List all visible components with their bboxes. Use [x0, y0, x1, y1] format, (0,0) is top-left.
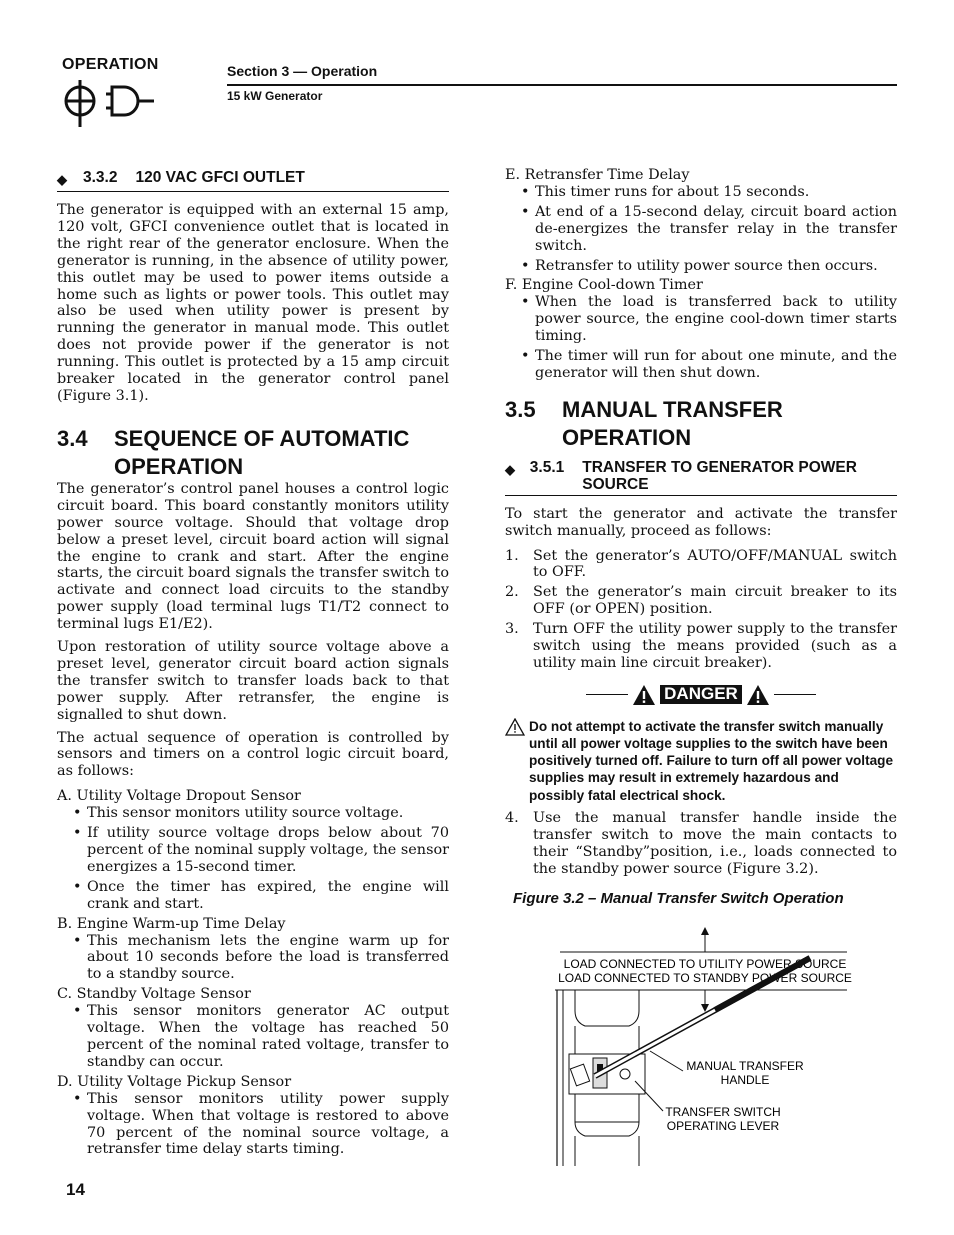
list-item	[505, 548, 897, 582]
manual-transfer-switch-diagram	[555, 926, 855, 1171]
danger-text: Do not attempt to activate the transfer switch manually until all power voltage supplies to the switch have been positively turned off. Failure to turn off all power voltage supplies may result in extremely hazardous and possibly fatal electrical shock.	[529, 718, 894, 803]
list-item: • Retransfer to utility power source then occurs.	[505, 258, 897, 275]
heading-title: SEQUENCE OF AUTOMATIC OPERATION	[114, 425, 410, 479]
bullet-list	[505, 184, 897, 275]
header-section: Section 3 — Operation	[227, 63, 378, 79]
subheading-title: 120 VAC GFCI OUTLET	[135, 169, 305, 186]
bullet-list	[57, 1091, 449, 1159]
handle-label-2: HANDLE	[720, 1073, 770, 1087]
step-text: Set the generator’s main circuit breaker to its OFF (or OPEN) position.	[533, 584, 897, 618]
list-item: • If utility source voltage drops below about 70 percent of the nominal supply voltage, the sensor energizes a 15-second timer.	[57, 825, 449, 876]
list-item: • When the load is transferred back to utility power source, the engine cool-down timer starts timing.	[505, 294, 897, 345]
diamond-icon: ◆	[505, 461, 515, 477]
figure-caption: Figure 3.2 – Manual Transfer Switch Operation	[513, 890, 844, 908]
step-number: 2.	[505, 584, 519, 601]
heading-3-5	[505, 396, 897, 452]
handle-label-1: MANUAL TRANSFER	[686, 1059, 804, 1073]
list-item: • At end of a 15-second delay, circuit board action de-energizes the transfer relay in the transfer switch.	[505, 204, 897, 255]
sequence-para-1: The generator’s control panel houses a control logic circuit board. This board constantly monitors utility power source voltage. Should that voltage drop below a preset level, circuit board action will signal the engine to crank and start. After the engine starts, the circuit board signals the transfer switch to activate and connect load circuits to the standby power supply (load terminal lugs T1/T2 connect to terminal lugs E1/E2).	[57, 480, 449, 633]
subheading-number: 3.3.2	[83, 169, 118, 186]
gfci-paragraph: The generator is equipped with an external 15 amp, 120 volt, GFCI convenience outlet that is located in the right rear of the generator enclosure. When the generator is running, in the absence of utility power, this outlet may be used to power items outside a home such as lights or power tools. This outlet may also be used when utility power is present by running the generator in manual mode. This outlet does not provide power if the generator is not running. This outlet is protected by a 15 amp circuit breaker located in the generator control panel (Figure 3.1).	[57, 202, 449, 404]
manual-intro: To start the generator and activate the transfer switch manually, proceed as follows:	[505, 505, 897, 539]
steps-list	[505, 810, 897, 878]
step-number: 1.	[505, 547, 519, 564]
list-item: • The timer will run for about one minute, and the generator will then shut down.	[505, 348, 897, 382]
page-number: 14	[66, 1180, 85, 1199]
label-utility: LOAD CONNECTED TO UTILITY POWER SOURCE	[563, 957, 847, 971]
divider	[586, 694, 628, 695]
list-item: • This sensor monitors utility source voltage.	[57, 805, 449, 822]
operation-logo-text: OPERATION	[62, 56, 159, 73]
danger-banner	[505, 682, 897, 708]
bullet-list	[57, 933, 449, 984]
list-item: • This sensor monitors generator AC output voltage. When the voltage has reached 50 percent of the nominal rated voltage, transfer to standby can occur.	[57, 1003, 449, 1071]
list-item: • Once the timer has expired, the engine will crank and start.	[57, 879, 449, 913]
list-item: • This timer runs for about 15 seconds.	[505, 184, 897, 201]
item-label: F. Engine Cool-down Timer	[505, 277, 703, 294]
sequence-para-2: Upon restoration of utility source voltage above a preset level, generator circuit board action signals the transfer switch to transfer loads back to that power supply. After retransfer, the engine is signalled to shut down.	[57, 639, 449, 723]
header-product: 15 kW Generator	[227, 89, 323, 103]
heading-number: 3.4	[57, 425, 88, 451]
header-rule	[227, 84, 897, 86]
list-item: • This sensor monitors utility power supply voltage. When that voltage is restored to above 70 percent of the nominal source voltage, a retransfer time delay starts timing.	[57, 1091, 449, 1159]
item-label: C. Standby Voltage Sensor	[57, 986, 251, 1003]
subheading-title: TRANSFER TO GENERATOR POWER SOURCE	[582, 458, 857, 493]
item-label: E. Retransfer Time Delay	[505, 167, 690, 183]
divider	[774, 694, 816, 695]
warning-icon	[632, 684, 656, 706]
danger-warning	[505, 718, 897, 804]
plug-outlet-icon	[62, 56, 162, 134]
item-label: A. Utility Voltage Dropout Sensor	[57, 788, 301, 805]
step-text: Turn OFF the utility power supply to the transfer switch using the means provided (such as a utility main line circuit breaker).	[533, 621, 897, 671]
label-standby: LOAD CONNECTED TO STANDBY POWER SOURCE	[558, 971, 852, 985]
warning-outline-icon	[505, 718, 529, 804]
danger-badge: DANGER	[660, 685, 742, 704]
item-label: D. Utility Voltage Pickup Sensor	[57, 1073, 292, 1090]
diamond-icon: ◆	[57, 172, 67, 187]
list-item: • This mechanism lets the engine warm up for about 10 seconds before the load is transferred to a standby source.	[57, 933, 449, 984]
bullet-list	[57, 805, 449, 912]
heading-3-4	[57, 425, 449, 481]
item-label: B. Engine Warm-up Time Delay	[57, 915, 286, 932]
subheading-number: 3.5.1	[529, 458, 565, 476]
heading-title: MANUAL TRANSFER OPERATION	[562, 396, 783, 450]
subheading-3-3-2	[57, 170, 449, 192]
step-number: 4.	[505, 809, 519, 826]
bullet-list	[57, 1003, 449, 1071]
sequence-para-3: The actual sequence of operation is controlled by sensors and timers on a control logic circuit board, as follows:	[57, 729, 449, 780]
warning-icon	[746, 684, 770, 706]
step-text: Set the generator’s AUTO/OFF/MANUAL switch to OFF.	[533, 547, 897, 581]
steps-list	[505, 548, 897, 672]
left-column	[57, 170, 449, 1161]
step-text: Use the manual transfer handle inside the transfer switch to move the main contacts to their “Standby”position, i.e., loads connected to the standby power source (Figure 3.2).	[533, 809, 897, 877]
bullet-list	[505, 294, 897, 382]
lever-label-1: TRANSFER SWITCH	[665, 1105, 781, 1119]
list-item	[505, 810, 897, 878]
list-item	[505, 621, 897, 672]
lever-label-2: OPERATING LEVER	[666, 1119, 780, 1133]
list-item	[505, 584, 897, 618]
right-column	[505, 167, 897, 908]
heading-number: 3.5	[505, 396, 536, 422]
step-number: 3.	[505, 621, 519, 638]
subheading-3-5-1	[505, 460, 897, 496]
